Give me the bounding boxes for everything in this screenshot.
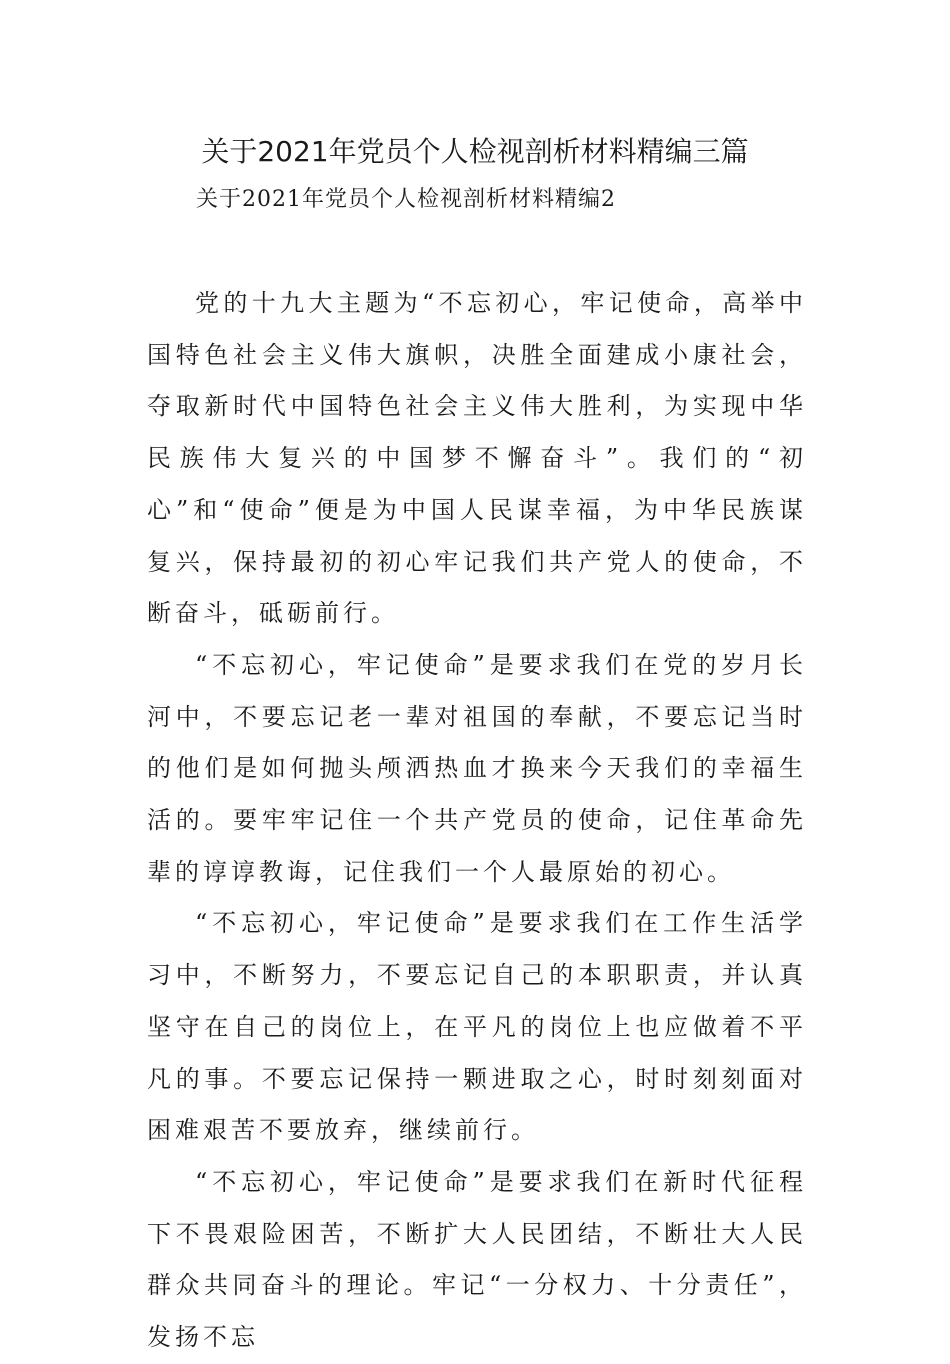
paragraph: 党的十九大主题为“不忘初心，牢记使命，高举中国特色社会主义伟大旗帜，决胜全面建成小康社会，夺取新时代中国特色社会主义伟大胜利，为实现中华民族伟大复兴的中国梦不懈奋斗”。我们的“初心”和“使命”便是为中国人民谋幸福，为中华民族谋复兴，保持最初的初心牢记我们共产党人的使命，不断奋斗，砥砺前行。 bbox=[147, 289, 807, 628]
document-body bbox=[147, 278, 807, 1364]
document-title: 关于2021年党员个人检视剖析材料精编三篇 bbox=[201, 135, 749, 168]
paragraph: “不忘初心，牢记使命”是要求我们在新时代征程下不畏艰险困苦，不断扩大人民团结，不断壮大人民群众共同奋斗的理论。牢记“一分权力、十分责任”，发扬不忘 bbox=[147, 1167, 807, 1352]
paragraph: “不忘初心，牢记使命”是要求我们在党的岁月长河中，不要忘记老一辈对祖国的奉献，不要忘记当时的他们是如何抛头颅洒热血才换来今天我们的幸福生活的。要牢牢记住一个共产党员的使命，记住革命先辈的谆谆教诲，记住我们一个人最原始的初心。 bbox=[147, 650, 807, 886]
document-subtitle: 关于2021年党员个人检视剖析材料精编2 bbox=[196, 187, 616, 212]
paragraph: “不忘初心，牢记使命”是要求我们在工作生活学习中，不断努力，不要忘记自己的本职职责，并认真坚守在自己的岗位上，在平凡的岗位上也应做着不平凡的事。不要忘记保持一颗进取之心，时时刻刻面对困难艰苦不要放弃，继续前行。 bbox=[147, 909, 807, 1145]
